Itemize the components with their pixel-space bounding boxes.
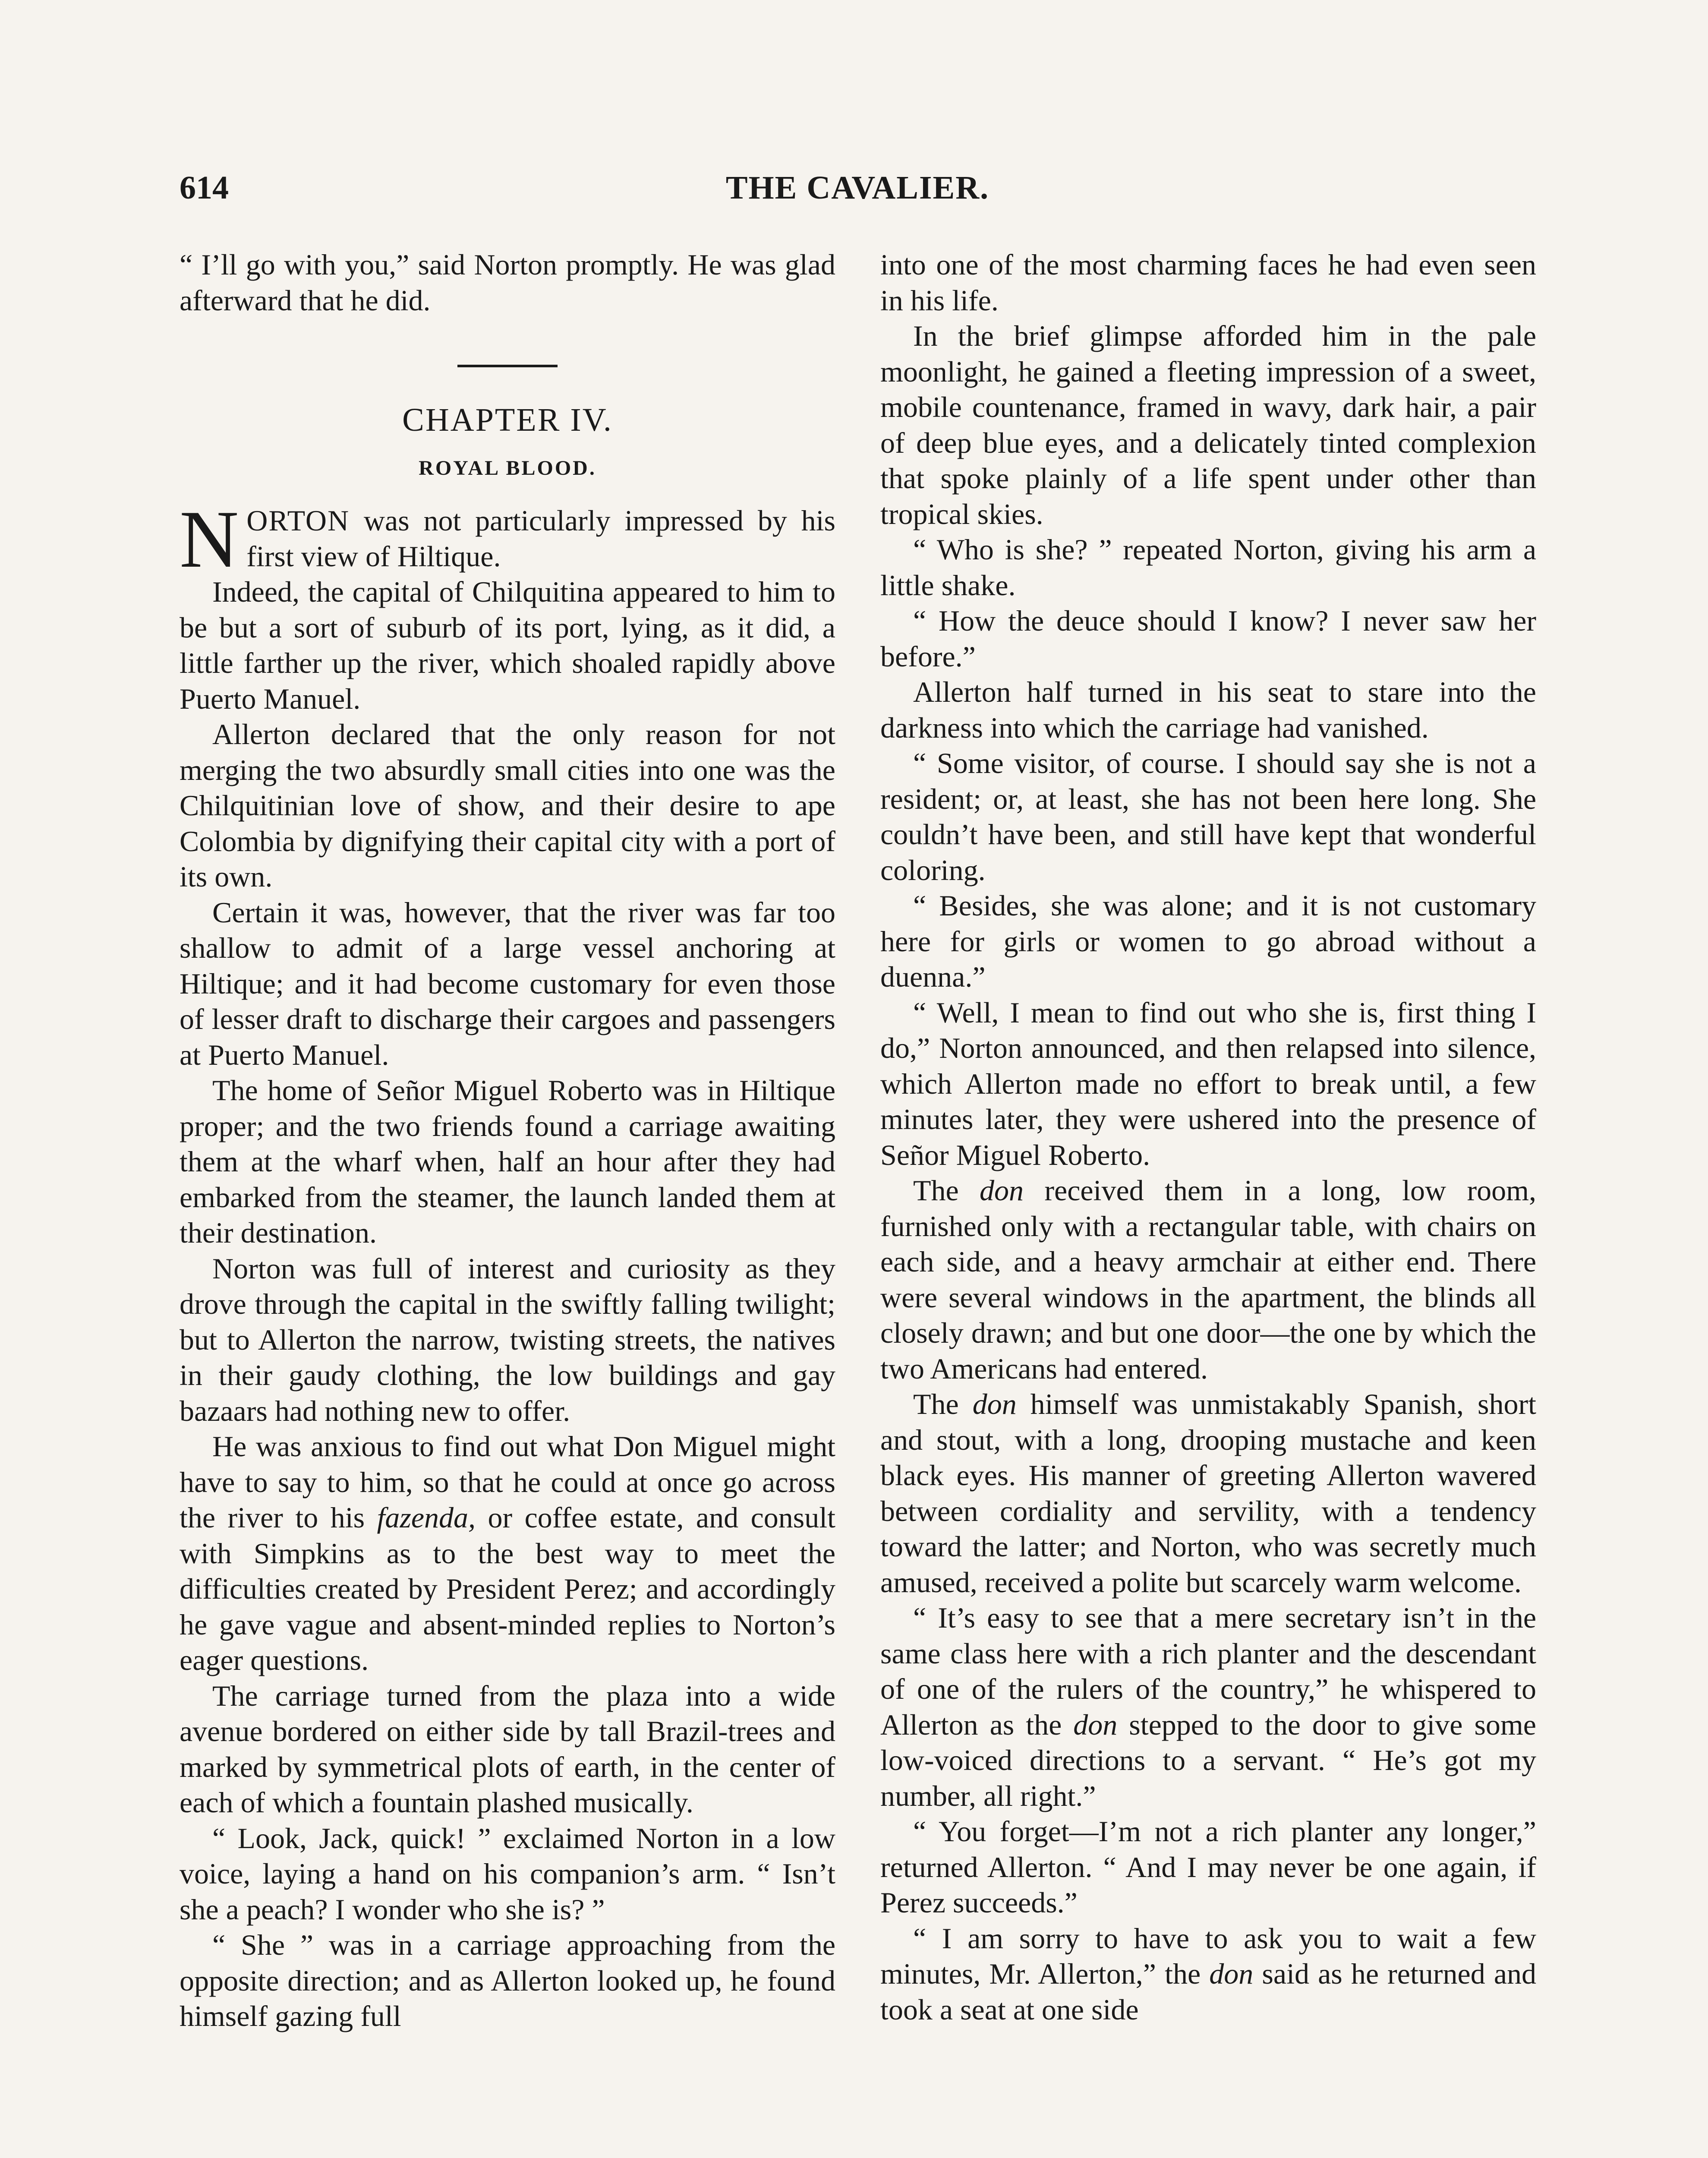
- drop-cap: N: [180, 494, 239, 585]
- paragraph: In the brief glimpse afforded him in the pale moonlight, he gained a fleeting impression of a sweet, mobile countenance, framed in wavy, dark hair, a pair of deep blue eyes, and a delicately tinted complexion that spoke plainly of a life spent under other than tropical skies.: [880, 319, 1536, 530]
- paragraph: [180, 1429, 835, 1678]
- paragraph: “ You forget—I’m not a rich planter any longer,” returned Allerton. “ And I may never be one again, if Perez succeeds.”: [880, 1815, 1536, 1919]
- paragraph: “ Well, I mean to find out who she is, first thing I do,” Norton announced, and then relapsed into silence, which Allerton made no effort to break until, a few minutes later, they were ushered into the presence of Señor Miguel Roberto.: [880, 996, 1536, 1171]
- chapter-first-paragraph: [180, 494, 835, 585]
- chapter-subtitle: ROYAL BLOOD.: [419, 457, 596, 480]
- first-paragraph-text: was not particularly impressed by his first view of Hiltique.: [246, 504, 835, 573]
- italic-word: don: [980, 1174, 1024, 1207]
- text-run: received them in a long, low room, furnished only with a rectangular table, with chairs on each side, and a heavy armchair at either end. There were several windows in the apartment, the blinds all closely drawn; and but one door—the one by which the two Americans had entered.: [880, 1174, 1537, 1385]
- paragraph: Allerton declared that the only reason for not merging the two absurdly small cities into one was the Chilquitinian love of show, and their desire to ape Colombia by dignifying their capital city with a port of its own.: [180, 718, 835, 893]
- paragraph: The carriage turned from the plaza into a wide avenue bordered on either side by tall Brazil-trees and marked by symmetrical plots of earth, in the center of each of which a fountain plashed musically.: [180, 1679, 835, 1819]
- page-number: 614: [180, 170, 229, 206]
- paragraph: [880, 1921, 1536, 2028]
- paragraph: “ Some visitor, of course. I should say she is not a resident; or, at least, she has not been here long. She couldn’t have been, and still have kept that wonderful coloring.: [880, 747, 1536, 887]
- text-run: “ It’s easy to see that a mere secretary isn’t in the same class here with a rich planter and the descendant of one of the rulers of the country,” he whispered to Allerton as the: [880, 1601, 1536, 1741]
- italic-word: don: [972, 1388, 1017, 1420]
- paragraph: “ Who is she? ” repeated Norton, giving his arm a little shake.: [880, 533, 1536, 602]
- paragraph: Certain it was, however, that the river was far too shallow to admit of a large vessel anchoring at Hiltique; and it had become customary for even those of lesser draft to discharge their cargoes and passengers at Puerto Manuel.: [180, 896, 835, 1071]
- text-run: The: [913, 1174, 980, 1207]
- italic-word: don: [1209, 1957, 1254, 1990]
- text-run: He was anxious to find out what Don Miguel might have to say to him, so that he could at once go across the river to his: [180, 1430, 835, 1534]
- paragraph: Indeed, the capital of Chilquitina appeared to him to be but a sort of suburb of its port, lying, as it did, a little farther up the river, which shoaled rapidly above Puerto Manuel.: [180, 575, 835, 715]
- text-run: The: [913, 1388, 973, 1420]
- paragraph: The home of Señor Miguel Roberto was in Hiltique proper; and the two friends found a carriage awaiting them at the wharf when, half an hour after they had embarked from the steamer, the launch landed them at their destination.: [180, 1074, 835, 1249]
- paragraph: [880, 1386, 1536, 1600]
- chapter-title: CHAPTER IV.: [402, 402, 613, 438]
- paragraph: “ How the deuce should I know? I never saw her before.”: [880, 604, 1536, 673]
- italic-word: fazenda,: [377, 1501, 476, 1534]
- continued-paragraph: into one of the most charming faces he had even seen in his life.: [880, 248, 1536, 317]
- text-run: “ I am sorry to have to ask you to wait a few minutes, Mr. Allerton,” the: [880, 1921, 1536, 1990]
- intro-paragraph: “ I’ll go with you,” said Norton promptly. He was glad afterward that he did.: [180, 248, 835, 317]
- paragraph: “ She ” was in a carriage approaching from the opposite direction; and as Allerton looked up, he found himself gazing full: [180, 1928, 835, 2032]
- text-run: stepped to the door to give some low-voiced directions to a servant. “ He’s got my number, all right.”: [880, 1708, 1536, 1812]
- text-run: said as he returned and took a seat at one side: [880, 1957, 1537, 2026]
- paragraph: “ Look, Jack, quick! ” exclaimed Norton in a low voice, laying a hand on his companion’s arm. “ Isn’t she a peach? I wonder who she is? ”: [180, 1821, 835, 1926]
- paragraph: [880, 1600, 1536, 1814]
- right-column: [880, 247, 1536, 2027]
- paragraph: Allerton half turned in his seat to stare into the darkness into which the carriage had vanished.: [880, 675, 1536, 744]
- left-column: [180, 247, 835, 2034]
- paragraph: [880, 1173, 1536, 1386]
- italic-word: don: [1073, 1708, 1118, 1741]
- text-run: or coffee estate, and consult with Simpkins as to the best way to meet the difficulties created by President Perez; and accordingly he gave vague and absent-minded replies to Norton’s eager questions.: [180, 1501, 835, 1676]
- page-header: [180, 169, 1535, 212]
- text-run: himself was unmistakably Spanish, short and stout, with a long, drooping mustache and keen black eyes. His manner of greeting Allerton wavered between cordiality and servility, with a tendency toward the latter; and Norton, who was secretly much amused, received a polite but scarcely warm welcome.: [880, 1388, 1536, 1599]
- paragraph: “ Besides, she was alone; and it is not customary here for girls or women to go abroad without a duenna.”: [880, 889, 1536, 993]
- lead-word: ORTON: [246, 504, 350, 537]
- paragraph: Norton was full of interest and curiosity as they drove through the capital in the swiftly falling twilight; but to Allerton the narrow, twisting streets, the natives in their gaudy clothing, the low buildings and gay bazaars had nothing new to offer.: [180, 1252, 835, 1427]
- running-title: THE CAVALIER.: [725, 170, 990, 206]
- section-divider: [457, 365, 558, 367]
